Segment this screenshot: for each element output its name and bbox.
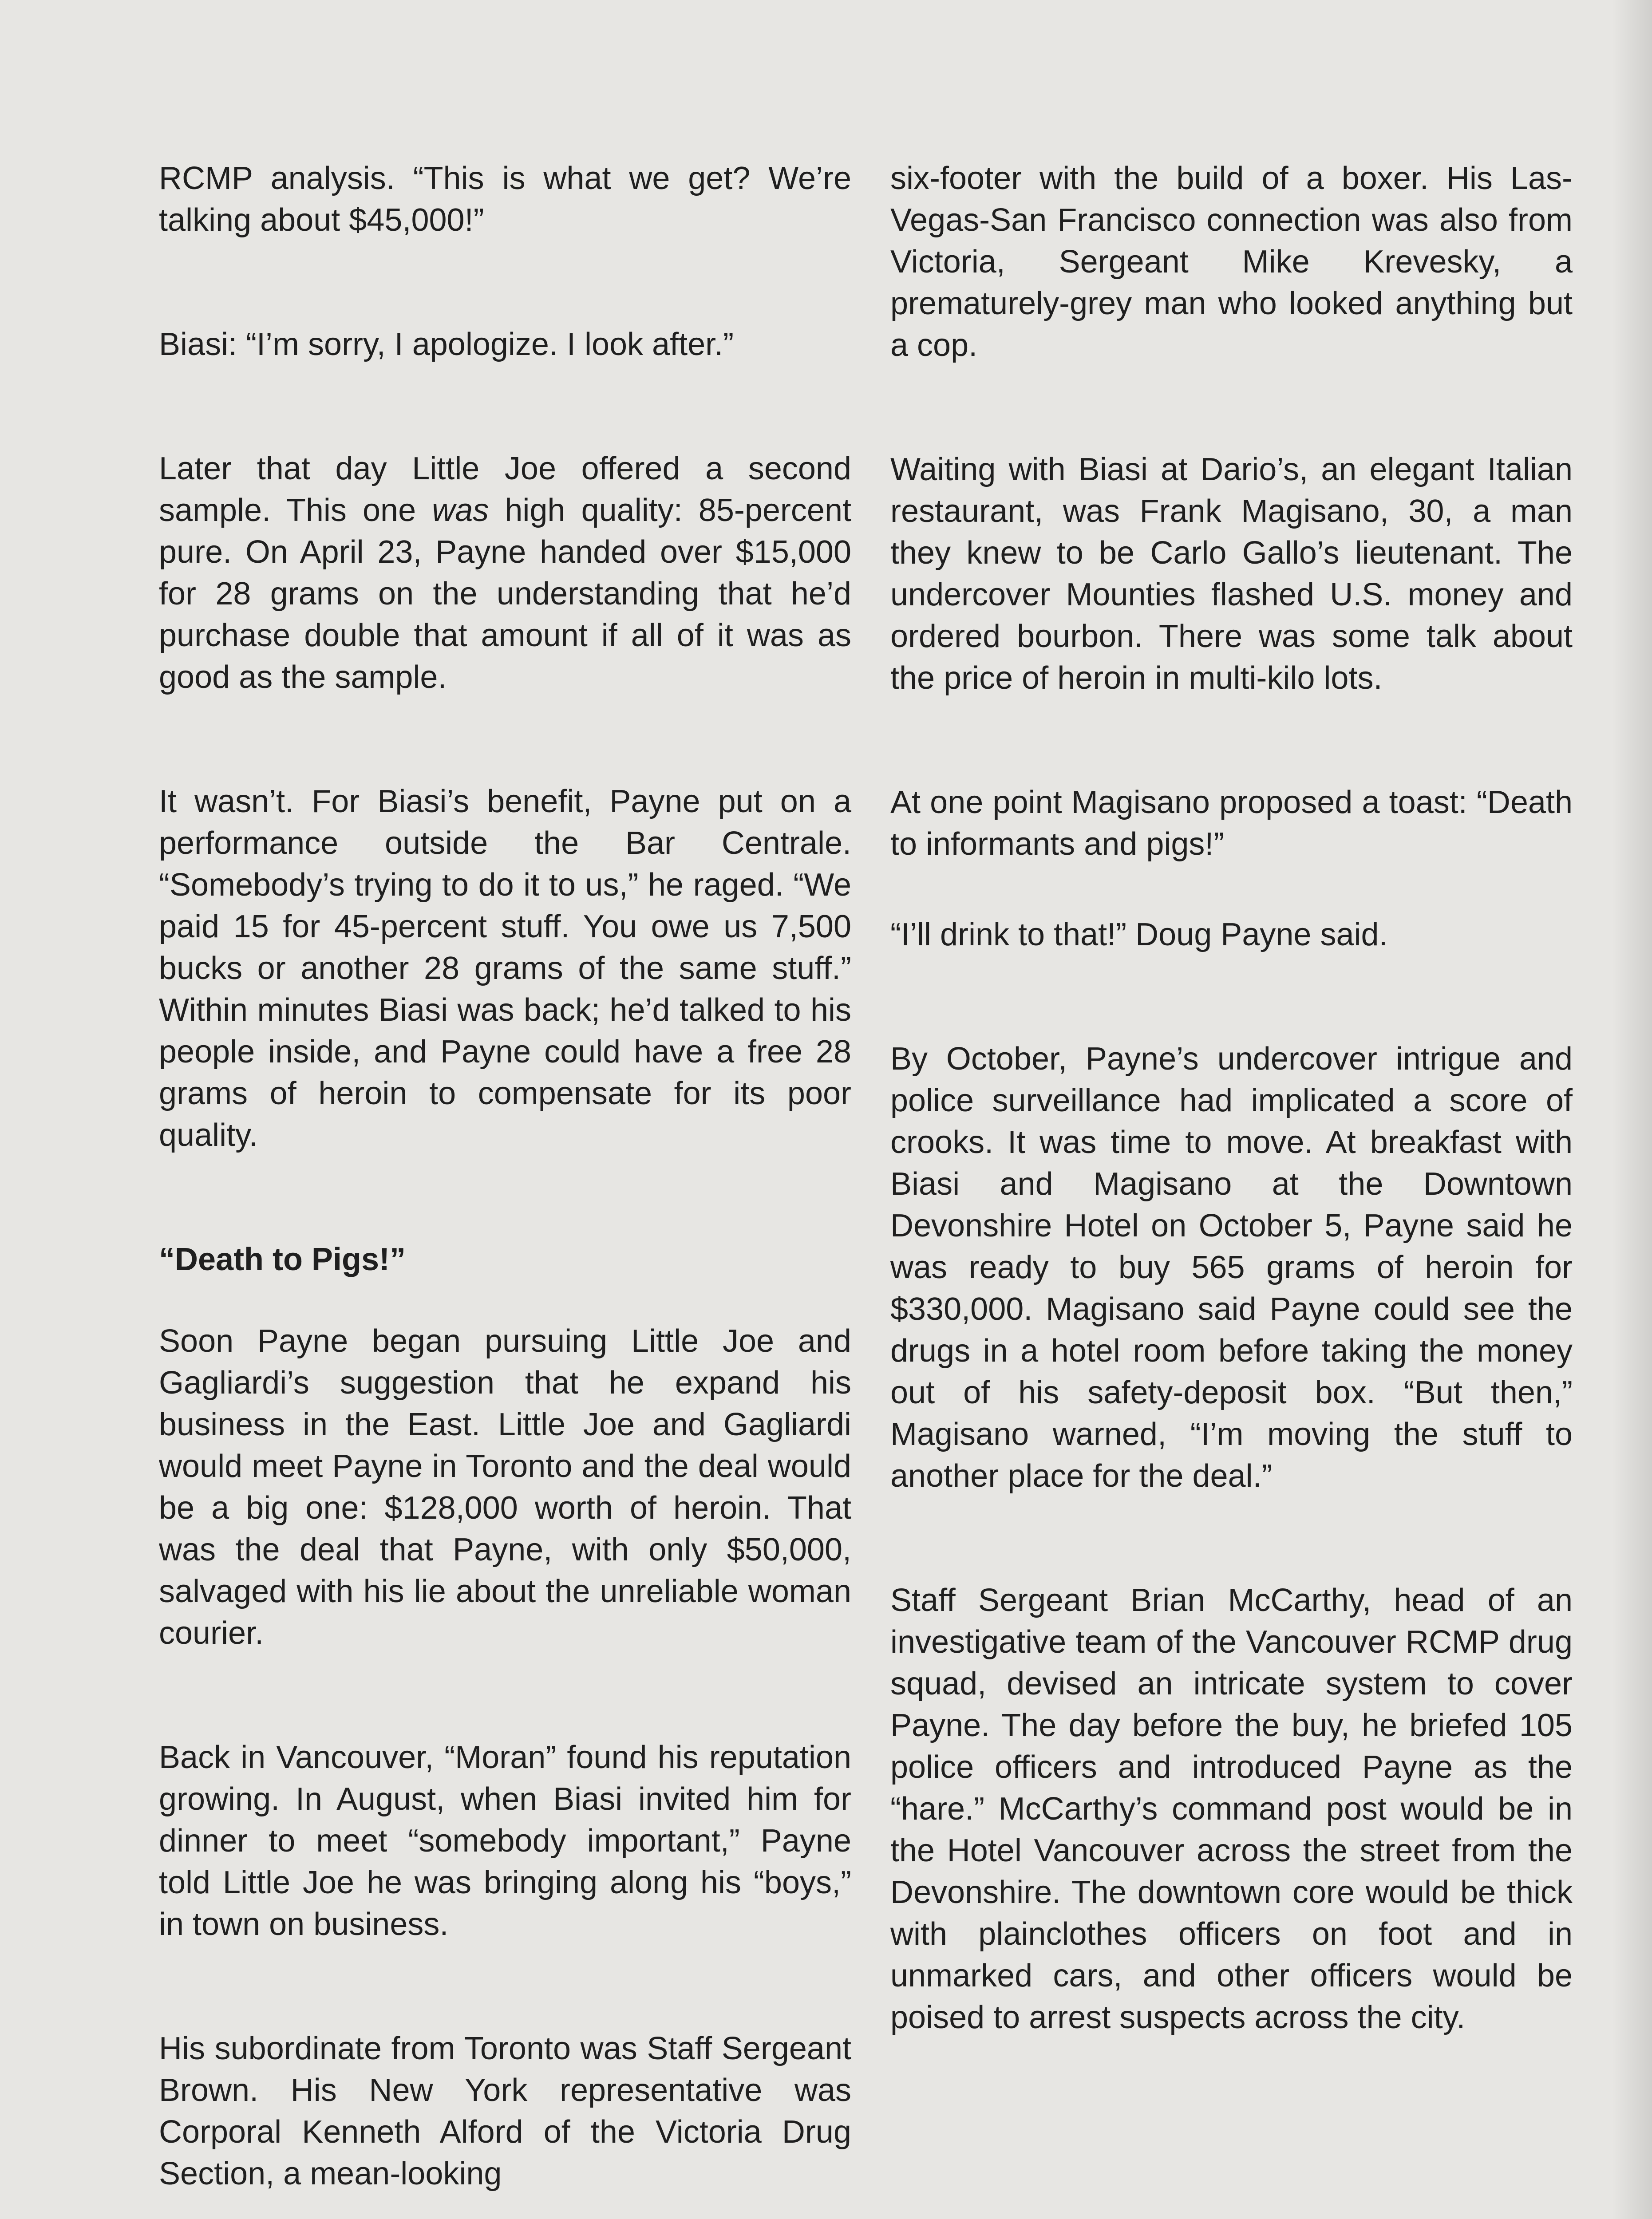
paragraph: Biasi: “I’m sorry, I apologize. I look after.” — [159, 327, 734, 362]
right-column — [890, 158, 1573, 2038]
paragraph: It wasn’t. For Biasi’s benefit, Payne put on a performance outside the Bar Centrale. “Somebody’s trying to do it to us,” he raged. “We paid 15 for 45-percent stuff. You owe us 7,500 bucks or another 28 grams of the same stuff.” Within minutes Biasi was back; he’d talked to his people inside, and Payne could have a free 28 grams of heroin to compensate for its poor quality. — [159, 784, 851, 1153]
paragraph: Staff Sergeant Brian McCarthy, head of an investigative team of the Vancouver RCMP drug squad, devised an intricate system to cover Payne. The day before the buy, he briefed 105 police officers and introduced Payne as the “hare.” McCarthy’s command post would be in the Hotel Vancouver across the street from the Devonshire. The downtown core would be thick with plainclothes officers on foot and in unmarked cars, and other officers would be poised to arrest suspects across the city. — [890, 1583, 1573, 2035]
paragraph: RCMP analysis. “This is what we get? We’re talking about $45,000!” — [159, 161, 851, 238]
paragraph: His subordinate from Toronto was Staff Sergeant Brown. His New York representative was Corporal Kenneth Alford of the Victoria Drug Section, a mean-looking — [159, 2031, 851, 2191]
section-heading: “Death to Pigs!” — [159, 1242, 406, 1277]
paragraph: six-footer with the build of a boxer. His Las-Vegas-San Francisco connection was also from Victoria, Sergeant Mike Krevesky, a prematurely-grey man who looked anything but a cop. — [890, 161, 1573, 363]
text-run: high quality: 85-percent pure. On April 23, Payne handed over $15,000 for 28 grams on the understanding that he’d purchase double that amount if all of it was as good as the sample. — [159, 493, 851, 695]
paragraph — [159, 448, 851, 698]
emphasis: was — [432, 493, 489, 528]
page-edge-shadow — [1612, 0, 1652, 2219]
paragraph: Waiting with Biasi at Dario’s, an elegant Italian restaurant, was Frank Magisano, 30, a man they knew to be Carlo Gallo’s lieutenant. The undercover Mounties flashed U.S. money and ordered bourbon. There was some talk about the price of heroin in multi-kilo lots. — [890, 452, 1573, 696]
text-run: Later that day Little Joe offered a second sample. This one — [159, 451, 851, 528]
paragraph: At one point Magisano proposed a toast: “Death to informants and pigs!” — [890, 785, 1573, 862]
paragraph: Back in Vancouver, “Moran” found his reputation growing. In August, when Biasi invited him for dinner to meet “somebody important,” Payne told Little Joe he was bringing along his “boys,” in town on business. — [159, 1740, 851, 1942]
paragraph: “I’ll drink to that!” Doug Payne said. — [890, 917, 1388, 952]
left-column — [159, 158, 851, 2195]
paragraph: By October, Payne’s undercover intrigue and police surveillance had implicated a score of crooks. It was time to move. At breakfast with Biasi and Magisano at the Downtown Devonshire Hotel on October 5, Payne said he was ready to buy 565 grams of heroin for $330,000. Magisano said Payne could see the drugs in a hotel room before taking the money out of his safety-deposit box. “But then,” Magisano warned, “I’m moving the stuff to another place for the deal.” — [890, 1041, 1573, 1494]
paragraph: Soon Payne began pursuing Little Joe and Gagliardi’s suggestion that he expand his business in the East. Little Joe and Gagliardi would meet Payne in Toronto and the deal would be a big one: $128,000 worth of heroin. That was the deal that Payne, with only $50,000, salvaged with his lie about the unreliable woman courier. — [159, 1323, 851, 1651]
